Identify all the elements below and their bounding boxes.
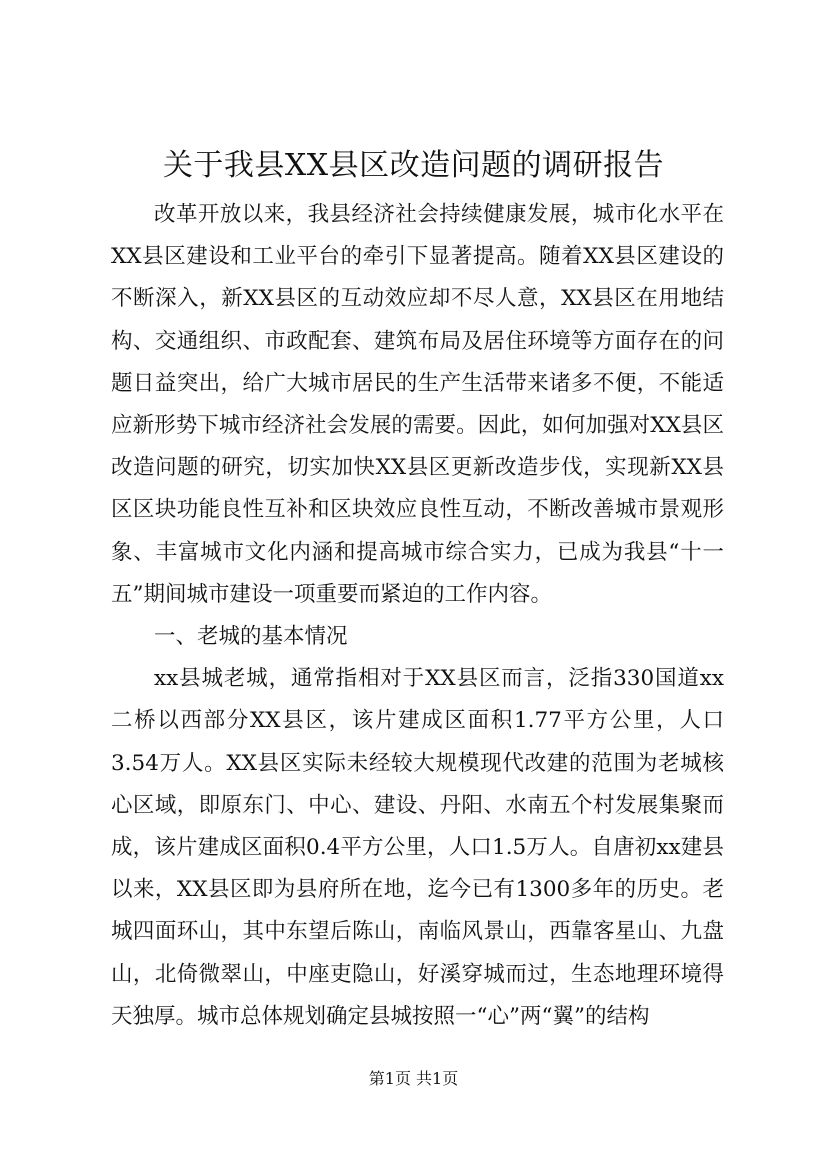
section-paragraph: xx县城老城，通常指相对于XX县区而言，泛指330国道xx二桥以西部分XX县区，该片建成区面积1.77平方公里，人口3.54万人。XX县区实际未经较大规模现代改建的范围为老城核心区域，即原东门、中心、建设、丹阳、水南五个村发展集聚而成，该片建成区面积0.4平方公里，人口1.5万人。自唐初xx建县以来，XX县区即为县府所在地，迄今已有1300多年的历史。老城四面环山，其中东望后陈山，南临风景山，西靠客星山、九盘山，北倚微翠山，中座吏隐山，好溪穿城而过，生态地理环境得天独厚。城市总体规划确定县城按照一“心”两“翼”的结构 bbox=[111, 666, 724, 1029]
section-heading: 一、老城的基本情况 bbox=[154, 624, 348, 650]
page-footer: 第1页 共1页 bbox=[368, 1069, 459, 1088]
document-body bbox=[111, 194, 724, 1038]
document-title: 关于我县XX县区改造问题的调研报告 bbox=[162, 148, 665, 183]
intro-paragraph: 改革开放以来，我县经济社会持续健康发展，城市化水平在XX县区建设和工业平台的牵引下显著提高。随着XX县区建设的不断深入，新XX县区的互动效应却不尽人意，XX县区在用地结构、交通组织、市政配套、建筑布局及居住环境等方面存在的问题日益突出，给广大城市居民的生产生活带来诸多不便，不能适应新形势下城市经济社会发展的需要。因此，如何加强对XX县区改造问题的研究，切实加快XX县区更新改造步伐，实现新XX县区区块功能良性互补和区块效应良性互动，不断改善城市景观形象、丰富城市文化内涵和提高城市综合实力，已成为我县“十一五”期间城市建设一项重要而紧迫的工作内容。 bbox=[111, 202, 724, 607]
